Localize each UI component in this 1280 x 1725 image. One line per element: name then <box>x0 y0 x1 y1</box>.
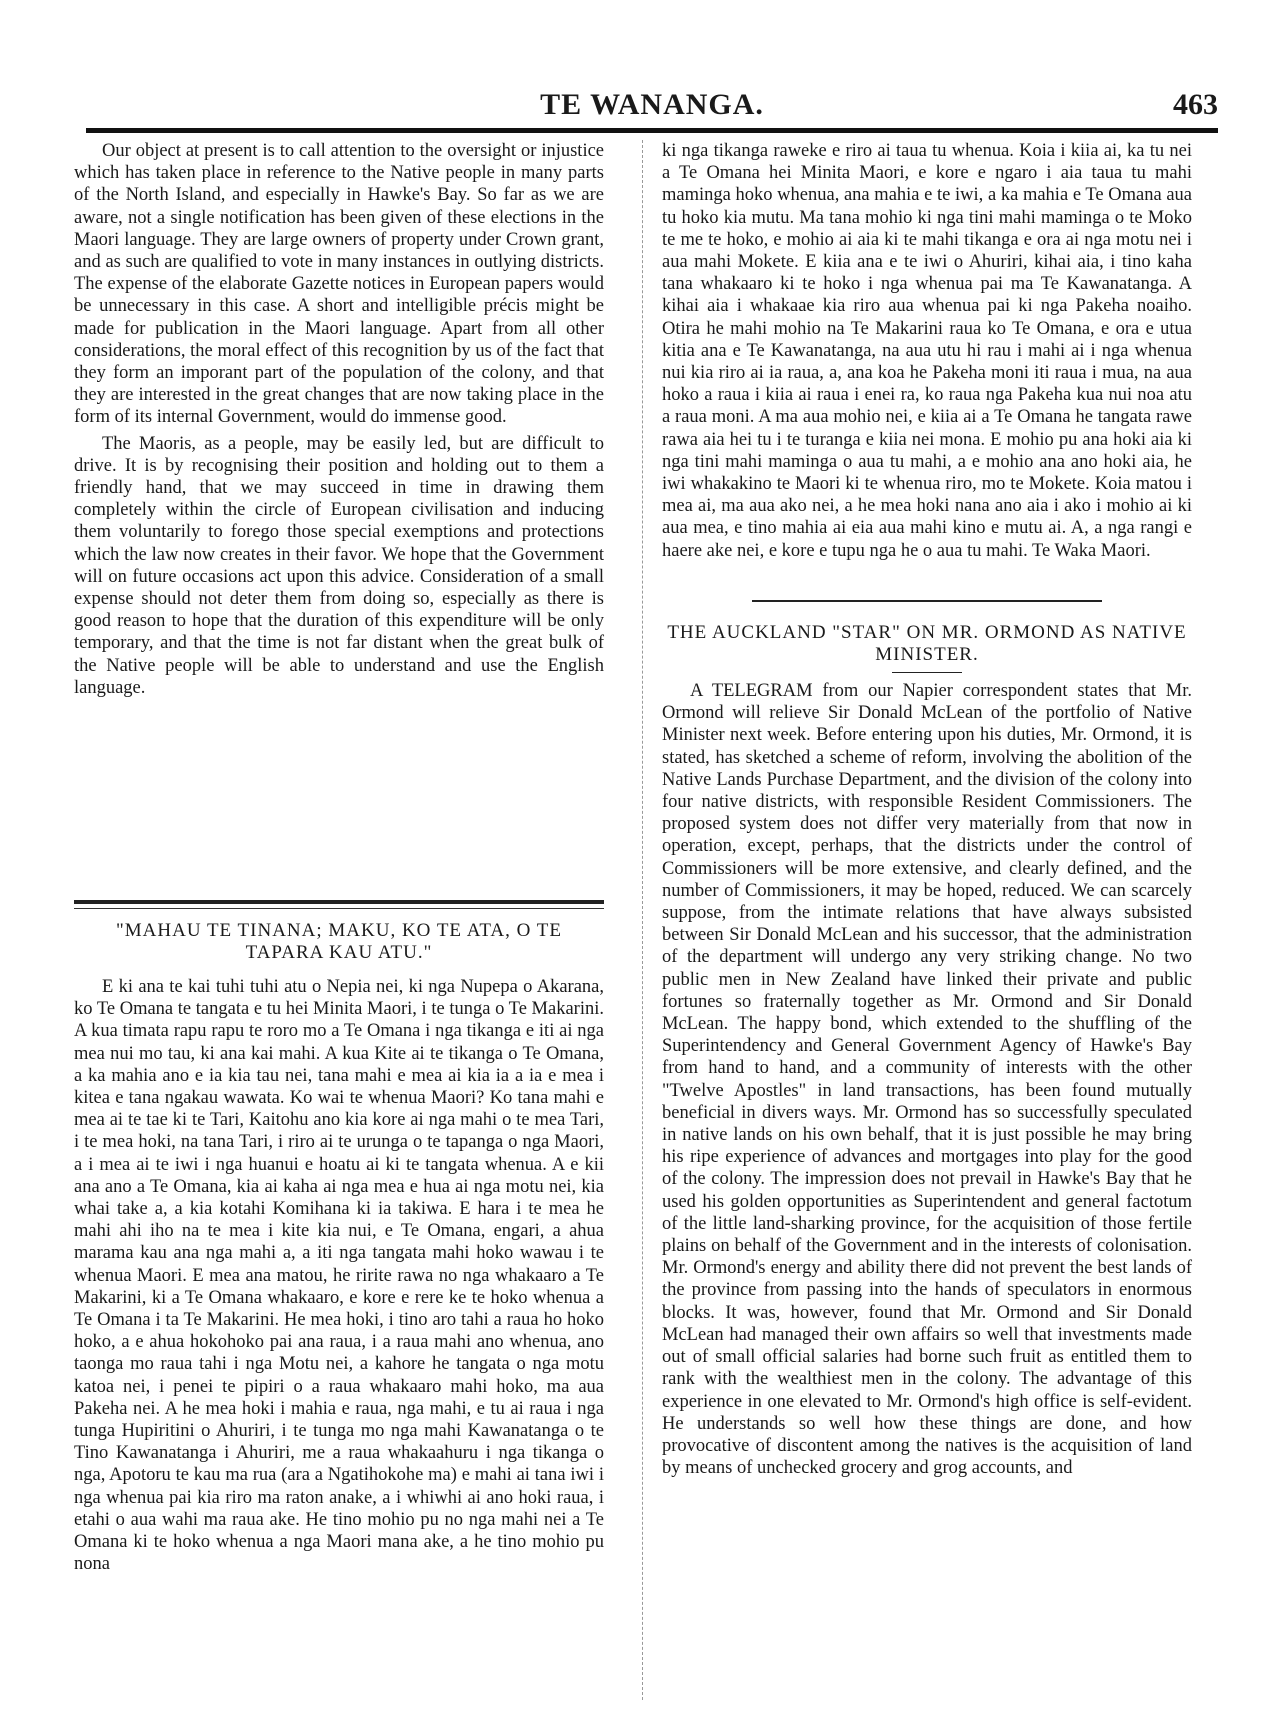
masthead-rule <box>86 128 1218 133</box>
right-column <box>662 138 1192 1725</box>
section-rule-thin <box>74 908 604 909</box>
article-auckland-star <box>662 680 1192 1479</box>
article-paragraph: A TELEGRAM from our Napier correspondent states that Mr. Ormond will relieve Sir Donald McLean of the portfolio of Native Minister next week. Before entering upon his duties, Mr. Ormond, it is stated, has sketched a scheme of reform, involving the abolition of the Native Lands Purchase Department, and the division of the colony into four native districts, with responsible Resident Commissioners. The proposed system does not differ very materially from that now in operation, except, perhaps, that the districts under the control of Commissioners will be more extensive, and clearly defined, and the number of Commissioners, it may be hoped, reduced. We can scarcely suppose, from the intimate relations that have always subsisted between Sir Donald McLean and his successor, that the administration of the department will undergo any very striking change. No two public men in New Zealand have linked their private and public fortunes so fraternally together as Mr. Ormond and Sir Donald McLean. The happy bond, which extended to the shuffling of the Superintendency and General Government Agency of Hawke's Bay from hand to hand, and a community of interests with the other "Twelve Apostles" in land transactions, has been found mutually beneficial in divers ways. Mr. Ormond has so successfully speculated in native lands on his own behalf, that it is just possible he may bring his ripe experience of advances and mortgages into play for the good of the colony. The impression does not prevail in Hawke's Bay that he used his golden opportunities as Superintendent and general factotum of the little land-sharking province, for the acquisition of those fertile plains on behalf of the Government and in the interests of colonisation. Mr. Ormond's energy and ability there did not prevent the best lands of the province from passing into the hands of speculators in enormous blocks. It was, however, found that Mr. Ormond and Sir Donald McLean had managed their own affairs so well that investments made out of small official salaries had borne such fruit as entitled them to rank with the wealthiest men in the colony. The advantage of this experience in one elevated to Mr. Ormond's high office is self-evident. He understands so well how these things are done, and how provocative of discontent among the natives is the acquisition of land by means of unchecked grocery and grog accounts, and <box>662 681 1192 1479</box>
article-heading-mahau: "MAHAU TE TINANA; MAKU, KO TE ATA, O TE TAPARA KAU ATU." <box>116 920 562 963</box>
article-paragraph: E ki ana te kai tuhi tuhi atu o Nepia nei, ki nga Nupepa o Akarana, ko Te Omana te tangata e tu hei Minita Maori, i te tunga o Te Makarini. A kua timata rapu rapu te roro mo a Te Omana i nga tikanga e iti ai nga mea nui mo tau, ki ana kai mahi. A kua Kite ai te tikanga o Te Omana, a ka mahia ano e ia kia tau nei, tana mahi e mea ai kia ia a ia e mea i kitea e tana ngakau wawata. Ko wai te whenua Maori? Ko tana mahi e mea ai te tae ki te Tari, Kaitohu ano kia kore ai nga mahi o te mea Tari, i te mea hoki, na tana Tari, i riro ai te urunga o te tapanga o nga Maori, a i mea ai te iwi i nga huanui e hoatu ai ki te tangata whenua. A e kii ana ano a Te Omana, kia ai kaha ai nga mea e hua ai nga motu nei, kia whai take a, a kia kotahi Komihana ki ia takiwa. E hara i te mea he mahi ahi iho na te mea i kite kia nui, e Te Omana, engari, a ahua marama kau ana nga mahi a, a iti nga tangata mahi hoko wawau i te whenua Maori. E mea ana matou, he ririte rawa no nga whakaaro a Te Makarini, ki a Te Omana whakaaro, e kore e rere ke te hoko whenua a Te Omana i ta Te Makarini. He mea hoki, i tino aro tahi a raua ho hoko hoko, a e ahua hokohoko pai ana raua, i a raua mahi ano whenua, ano taonga mo raua tahi i nga Motu nei, a kahore he tangata o nga motu katoa nei, i penei te pipiri o a raua whakaaro mahi hoko, ma aua Pakeha nei. A he mea hoki i mahia e raua, nga mahi, e tu ai raua i nga tunga Hupiritini o Ahuriri, i te tunga mo nga mahi Kawanatanga o te Tino Kawanatanga i Ahuriri, me a raua whakaahuru i nga tikanga o nga, Apotoru te kau ma rua (ara a Ngatihokohe ma) e mahi ai tana iwi i nga whenua pai kia riro ma raton anake, a i whiwhi ai ano hoki raua, i etahi o aua wahi ma raua ake. He tino mohio pu no nga mahi nei a Te Omana ki te hoko whenua a nga Maori mana ake, a he tino mohio pu nona <box>74 977 604 1575</box>
article-paragraph: The Maoris, as a people, may be easily led, but are difficult to drive. It is by recognising their position and holding out to them a friendly hand, that we may succeed in time in drawing them completely within the circle of European civilisation and inducing them voluntarily to forego those special exemptions and protections which the law now creates in their favor. We hope that the Government will on future occasions act upon this advice. Consideration of a small expense should not deter them from doing so, especially as there is good reason to hope that the duration of this expenditure will be only temporary, and that the time is not far distant when the great bulk of the Native people will be able to understand and use the English language. <box>74 433 604 698</box>
newspaper-title: TE WANANGA. <box>540 88 764 121</box>
article-heading-auckland-star: THE AUCKLAND "STAR" ON MR. ORMOND AS NATIVE MINISTER. <box>667 622 1187 665</box>
article-paragraph: Our object at present is to call attention to the oversight or injustice which has taken place in reference to the Native people in many parts of the North Island, and especially in Hawke's Bay. So far as we are aware, not a single notification has been given of these elections in the Maori language. They are large owners of property under Crown grant, and as such are qualified to vote in many instances in outlying districts. The expense of the elaborate Gazette notices in European papers would be unnecessary in this case. A short and intelligible précis might be made for publication in the Maori language. Apart from all other considerations, the moral effect of this recognition by us of the fact that they form an imporant part of the population of the colony, and that they are interested in the great changes that are now taking place in the form of its internal Government, would do immense good. <box>74 141 604 428</box>
left-column <box>74 138 604 1725</box>
section-rule <box>74 900 604 904</box>
article-paragraph: ki nga tikanga raweke e riro ai taua tu whenua. Koia i kiia ai, ka tu nei a Te Omana hei Minita Maori, e kore e ngaro i aia taua tu mahi maminga hoko whenua, ana mahia e te iwi, a ka mahia e Te Omana aua tu hoko kia mutu. Ma tana mohio ki nga tini mahi maminga o te Moko te me te hoko, e mohio ai aia ki te mahi tikanga e ora ai nga motu nei i aua mahi Mokete. E kiia ana e te iwi o Ahuriri, kihai aia, i tino kaha tana whakaaro ki te hoko i nga whenua pai ma Te Kawanatanga. A kihai aia i whakaae kia riro aua whenua pai ki nga Pakeha noaiho. Otira he mahi mohio na Te Makarini raua ko Te Omana, e ora e utua kitia ana e Te Kawanatanga, na aua utu hi rau i mahi ai i nga whenua nui kia riro ai ia raua, a, ana koa he Pakeha moni iti raua i mua, na aua hoko a raua i kiia ai raua i enei ra, ko raua nga Pakeha kua nui noa atu a raua moni. A ma aua mohio nei, e kiia ai a Te Omana he tangata rawe rawa aia hei tu i te turanga e kiia nei mona. E mohio pu ana hoki aia ki nga tini mahi maminga o aua tu mahi, a e mohio ana ano hoki aia, he iwi whakakino te Maori ki te whenua riro, mo te Mokete. Koia matou i mea ai, ma aua ako nei, a he mea hoki nana ano aia i ako i mohio ai ki aua mea, e tino mahia ai eia aua mahi kino e mutu ai. A, a nga rangi e haere ake nei, e kore e tupu nga he o aua tu mahi. Te Waka Maori. <box>662 141 1192 561</box>
article-elections-notice <box>74 140 604 699</box>
section-rule <box>752 600 1102 602</box>
article-mahau <box>74 976 604 1575</box>
article-mahau-continued <box>662 140 1192 562</box>
column-divider <box>642 140 644 1700</box>
heading-rule <box>892 672 962 673</box>
page-number: 463 <box>1173 88 1218 121</box>
masthead <box>86 88 1218 130</box>
